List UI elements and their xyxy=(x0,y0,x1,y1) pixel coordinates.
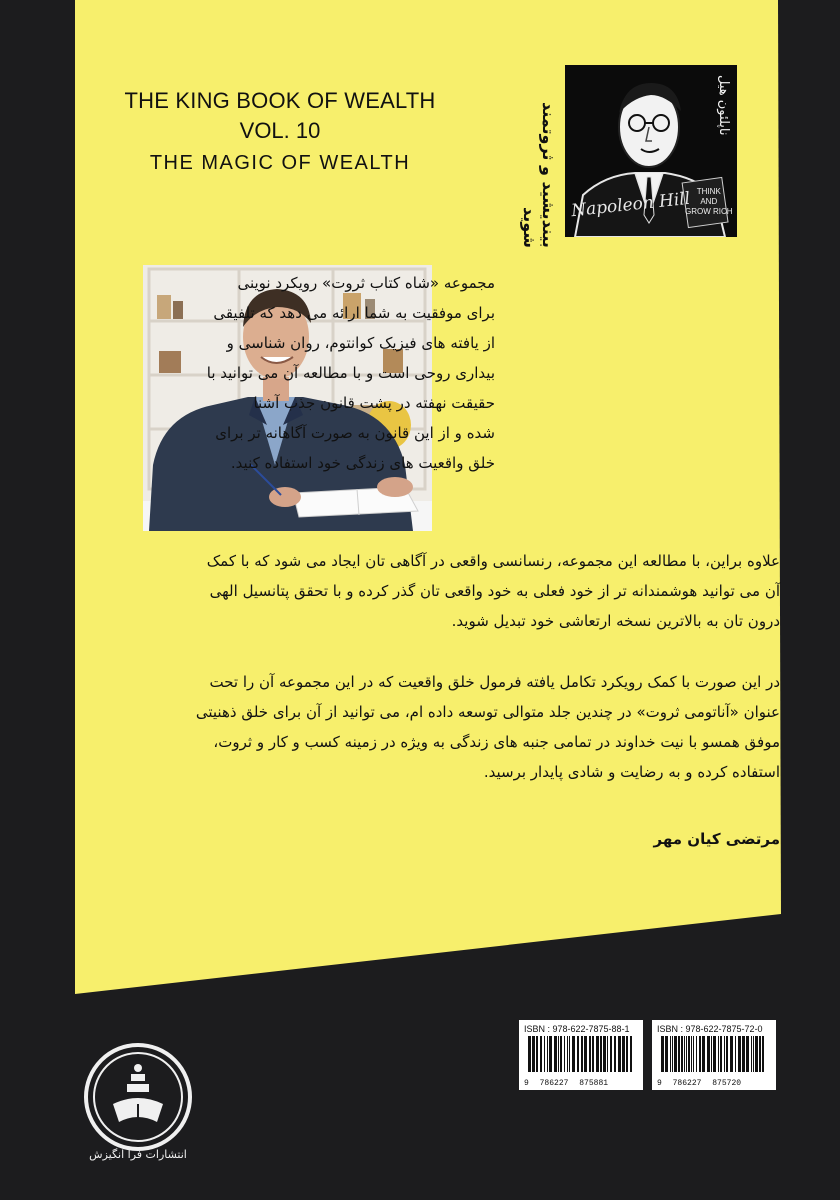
barcode-digit-group: 786227 xyxy=(539,1079,569,1088)
barcode-bar xyxy=(742,1036,745,1072)
barcode-bar xyxy=(589,1036,591,1072)
barcode-bar xyxy=(544,1036,545,1072)
barcode-bar xyxy=(618,1036,621,1072)
paragraph-line: خلق واقعیت های زندگی خود استفاده کنید. xyxy=(230,454,495,472)
barcode-bar xyxy=(610,1036,612,1072)
barcode-bar xyxy=(572,1036,575,1072)
barcode-bar xyxy=(584,1036,587,1072)
barcode-bar xyxy=(693,1036,694,1072)
barcode-bar xyxy=(762,1036,764,1072)
barcode-bar xyxy=(699,1036,701,1072)
barcode-bar xyxy=(528,1036,531,1072)
barcode-bar xyxy=(688,1036,690,1072)
barcode-bar xyxy=(713,1036,716,1072)
book-subtitle-en: THE MAGIC OF WEALTH xyxy=(149,152,411,174)
barcode-bar xyxy=(746,1036,749,1072)
barcode-bar xyxy=(614,1036,616,1072)
barcode-digit-group: 786227 xyxy=(672,1079,702,1088)
barcode-bar xyxy=(592,1036,594,1072)
barcode-bars xyxy=(659,1036,769,1074)
barcode-bar xyxy=(753,1036,754,1072)
book-title-line2: AND xyxy=(700,197,718,206)
barcode-bar xyxy=(759,1036,761,1072)
barcode-bar xyxy=(622,1036,625,1072)
isbn-barcode xyxy=(519,1020,643,1090)
barcode-bar xyxy=(581,1036,583,1072)
barcode-bars xyxy=(526,1036,636,1074)
paragraph-line: از یافته های فیزیک کوانتوم، روان شناسی و xyxy=(226,334,495,352)
barcode-bar xyxy=(674,1036,677,1072)
barcode-bar xyxy=(547,1036,548,1072)
barcode-bar xyxy=(702,1036,705,1072)
vertical-persian-title: بیندیشید و ثروتمند شوید xyxy=(520,102,558,248)
isbn-label: ISBN : 978-622-7875-72-0 xyxy=(657,1024,763,1034)
volume-number: VOL. 10 xyxy=(239,118,321,143)
paragraph-line: آن می توانید هوشمندانه تر از خود فعلی به خود واقعی تان گذر کرده و با تحقق پتانسیل الهی xyxy=(209,582,780,600)
barcode-bar xyxy=(554,1036,557,1072)
barcode-digit-group: 9 xyxy=(657,1079,662,1088)
barcode-bar xyxy=(661,1036,664,1072)
isbn-label: ISBN : 978-622-7875-88-1 xyxy=(524,1024,630,1034)
publisher-logo-icon xyxy=(83,1042,193,1152)
barcode-bar xyxy=(751,1036,752,1072)
paragraph-line: حقیقت نهفته در پشت قانون جذب آشنا xyxy=(253,394,495,412)
barcode-bar xyxy=(540,1036,542,1072)
barcode-bar xyxy=(726,1036,728,1072)
second-paragraph xyxy=(100,546,780,636)
barcode-bar xyxy=(536,1036,538,1072)
barcode-bar xyxy=(670,1036,671,1072)
paragraph-line: درون تان به بالاترین نسخه ارتعاشی خود تبدیل شوید. xyxy=(451,612,780,630)
barcode-bar xyxy=(724,1036,725,1072)
barcode-bar xyxy=(560,1036,562,1072)
barcode-bar xyxy=(577,1036,579,1072)
barcode-bar xyxy=(686,1036,687,1072)
barcode-bar xyxy=(564,1036,565,1072)
barcode-bar xyxy=(735,1036,736,1072)
barcode-bar xyxy=(755,1036,758,1072)
barcode-bar xyxy=(730,1036,733,1072)
barcode-bar xyxy=(596,1036,599,1072)
intro-paragraph xyxy=(195,268,495,478)
barcode-bar xyxy=(665,1036,668,1072)
barcode-bar xyxy=(696,1036,697,1072)
barcode-bar xyxy=(681,1036,683,1072)
barcode-bar xyxy=(720,1036,722,1072)
barcode-bar xyxy=(626,1036,628,1072)
paragraph-line: علاوه براین، با مطالعه این مجموعه، رنسانسی واقعی در آگاهی تان ایجاد می شود که با کمک xyxy=(206,552,780,570)
barcode-bar xyxy=(549,1036,552,1072)
barcode-bar xyxy=(711,1036,712,1072)
paragraph-line: استفاده کرده و به رضایت و شادی پایدار برسید. xyxy=(483,763,780,781)
publisher-name: انتشارات فرا انگیزش xyxy=(89,1148,187,1161)
barcode-bar xyxy=(630,1036,632,1072)
barcode-bar xyxy=(532,1036,535,1072)
barcode-bar xyxy=(672,1036,673,1072)
paragraph-line: در این صورت با کمک رویکرد تکامل یافته فرمول خلق واقعیت که در این مجموعه آن را تحت xyxy=(209,673,780,691)
barcode-bar xyxy=(738,1036,741,1072)
barcode-bar xyxy=(691,1036,692,1072)
think-and-grow-rich-book xyxy=(685,187,733,217)
barcode-bar xyxy=(678,1036,680,1072)
book-title-line1: THINK xyxy=(696,187,721,196)
barcode-bar xyxy=(607,1036,608,1072)
paragraph-line: برای موفقیت به شما ارائه می دهد که تلفیقی xyxy=(213,304,495,322)
barcode-bar xyxy=(600,1036,602,1072)
book-title-line3: GROW RICH xyxy=(685,207,733,216)
isbn-barcode xyxy=(652,1020,776,1090)
paragraph-line: مجموعه «شاه کتاب ثروت» رویکرد نوینی xyxy=(237,274,495,292)
series-title-en: THE KING BOOK OF WEALTH xyxy=(124,88,436,113)
barcode-digit-group: 9 xyxy=(524,1079,529,1088)
barcode-bar xyxy=(603,1036,606,1072)
author-signature: مرتضی کیان مهر xyxy=(653,830,780,848)
barcode-bar xyxy=(684,1036,685,1072)
barcode-digits xyxy=(657,1079,771,1088)
paragraph-line: شده و از این قانون به صورت آگاهانه تر برای xyxy=(215,424,495,442)
napoleon-hill-persian-name: ناپلئون هیل xyxy=(716,75,731,136)
barcode-digits xyxy=(524,1079,638,1088)
barcode-bar xyxy=(718,1036,719,1072)
barcode-bar xyxy=(567,1036,568,1072)
napoleon-hill-signature: Napoleon Hill xyxy=(570,188,692,222)
barcode-digit-group: 875881 xyxy=(579,1079,609,1088)
english-title-block xyxy=(110,86,450,178)
barcode-bar xyxy=(558,1036,559,1072)
barcode-digit-group: 875720 xyxy=(712,1079,742,1088)
paragraph-line: موفق همسو با نیت خداوند در تمامی جنبه های زندگی به ویژه در زمینه کسب و کار و ثروت، xyxy=(213,733,780,751)
paragraph-line: بیداری روحی است و با مطالعه آن می توانید با xyxy=(206,364,495,382)
paragraph-line: عنوان «آناتومی ثروت» در چندین جلد متوالی توسعه داده ام، می توانید از آن برای خلق ذهنیتی xyxy=(195,703,780,721)
third-paragraph xyxy=(100,667,780,787)
barcode-bar xyxy=(569,1036,570,1072)
napoleon-hill-portrait xyxy=(565,65,737,237)
barcode-bar xyxy=(707,1036,710,1072)
